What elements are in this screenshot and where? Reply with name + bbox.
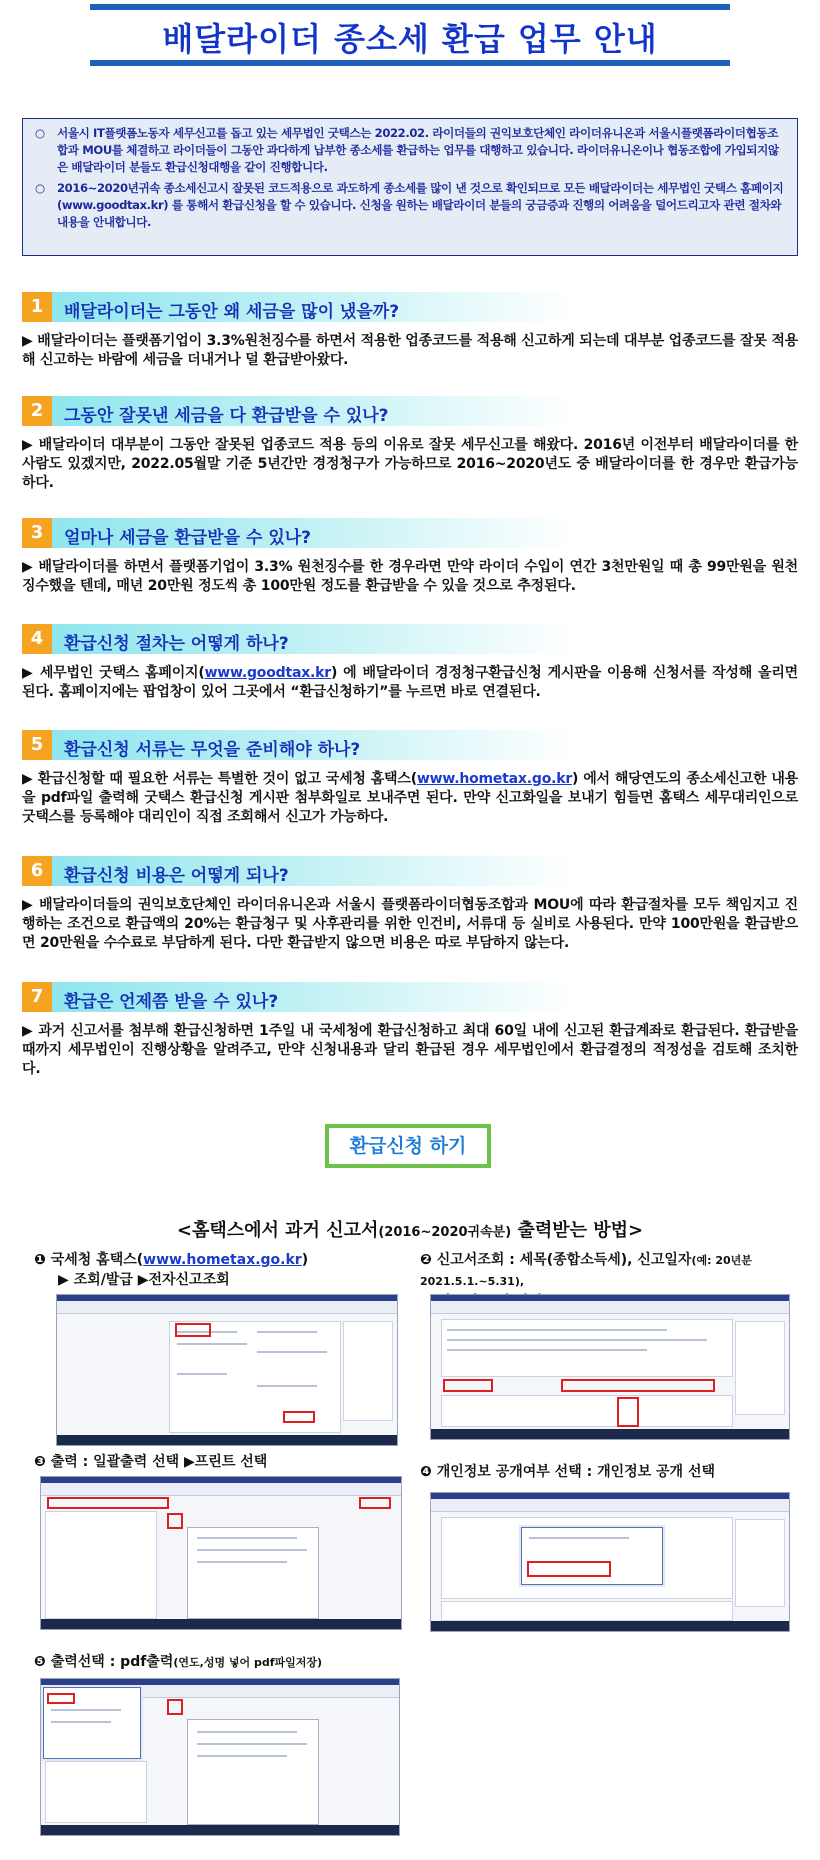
step-3-screenshot xyxy=(40,1476,402,1630)
highlight-box xyxy=(167,1513,183,1529)
faq-section-6 xyxy=(22,856,798,953)
step-3-label xyxy=(34,1452,267,1472)
step-text: ▶ 조회/발급 ▶전자신고조회 xyxy=(58,1272,230,1288)
goodtax-link[interactable]: www.goodtax.kr xyxy=(204,665,331,681)
highlight-box xyxy=(47,1497,169,1509)
step-marker-1-icon: ❶ xyxy=(34,1252,46,1268)
right-quick-menu xyxy=(735,1321,785,1415)
document-list xyxy=(45,1511,157,1619)
section-number-badge: 7 xyxy=(22,982,52,1012)
body-text: ) 에서 해당연도의 종소세신고한 내용을 pdf파일 출력해 굿택스 환급신청 게시판 첨부화일로 보내주면 된다. 만약 신고화일을 보내기 힘들면 홈택스 세무대리인으로 굿택스를 등록해야 대리인이 직접 조회해서 신고가 가능하다. xyxy=(22,771,798,825)
document-line xyxy=(197,1743,307,1745)
document-line xyxy=(197,1561,287,1563)
taskbar xyxy=(57,1435,397,1445)
section-title: 환급은 언제쯤 받을 수 있나? xyxy=(64,992,279,1012)
intro-box xyxy=(22,118,798,256)
dialog-line xyxy=(529,1537,629,1539)
menu-line xyxy=(177,1343,247,1345)
step-marker-2-icon: ❷ xyxy=(420,1252,432,1268)
section-title: 환급신청 서류는 무엇을 준비해야 하나? xyxy=(64,740,361,760)
page-title-block xyxy=(90,4,730,66)
circle-bullet-icon: ○ xyxy=(35,181,45,195)
notice-line xyxy=(447,1329,667,1331)
document-list xyxy=(45,1761,147,1823)
notice-panel xyxy=(441,1319,733,1377)
step-marker-3-icon: ❸ xyxy=(34,1454,46,1470)
taskbar xyxy=(41,1825,399,1835)
step-1-label xyxy=(34,1250,308,1290)
step-5-screenshot xyxy=(40,1678,400,1836)
section-number-badge: 4 xyxy=(22,624,52,654)
highlight-box xyxy=(283,1411,315,1423)
section-heading xyxy=(22,624,798,654)
section-title: 얼마나 세금을 환급받을 수 있나? xyxy=(64,528,312,548)
document-line xyxy=(197,1731,297,1733)
hometax-link[interactable]: www.hometax.go.kr xyxy=(416,771,573,787)
right-quick-menu xyxy=(735,1519,785,1607)
section-number-badge: 5 xyxy=(22,730,52,760)
section-heading xyxy=(22,982,798,1012)
step-text: 신고서조회 : 세목(종합소득세), 신고일자 xyxy=(436,1252,692,1268)
section-number-badge: 6 xyxy=(22,856,52,886)
taskbar xyxy=(431,1621,789,1631)
intro-text: 2016~2020년귀속 종소세신고시 잘못된 코드적용으로 과도하게 종소세를 많이 낸 것으로 확인되므로 모든 배달라이더는 세무법인 굿택스 홈페이지(www.goodtax.kr) 를 통해서 환급신청을 할 수 있습니다. 신청을 원하는 배달라이더 분들의 궁금증과 진행의 어려움을 덜어드리고자 관련 절차와 내용을 안내합니다. xyxy=(57,181,784,229)
viewer-toolbar xyxy=(41,1483,401,1496)
highlight-box xyxy=(359,1497,391,1509)
step-4-label xyxy=(420,1462,715,1482)
section-body: ▶ 배달라이더는 플랫폼기업이 3.3%원천징수를 하면서 적용한 업종코드를 적용해 신고하게 되는데 대부분 업종코드를 잘못 적용해 신고하는 바람에 세금을 더내거나 덜 환급받아왔다. xyxy=(22,333,798,368)
section-body: ▶ 과거 신고서를 첨부해 환급신청하면 1주일 내 국세청에 환급신청하고 최대 60일 내에 신고된 환급계좌로 환급된다. 환급받을 때까지 세무법인이 진행상황을 알려주고, 만약 신청내용과 달리 환급된 경우 세무법인에서 환급결정의 적정성을 검토해 조치한다. xyxy=(22,1023,798,1077)
dialog-line xyxy=(51,1709,121,1711)
section-heading xyxy=(22,856,798,886)
title-top-rule xyxy=(90,4,730,10)
step-1-screenshot xyxy=(56,1294,398,1446)
right-quick-menu xyxy=(343,1321,393,1421)
menu-panel xyxy=(169,1321,341,1433)
site-header xyxy=(431,1301,789,1314)
intro-text: 서울시 IT플랫폼노동자 세무신고를 돕고 있는 세무법인 굿택스는 2022.02. 라이더들의 권익보호단체인 라이더유니온과 서울시플랫폼라이더협동조합과 MOU를 체결하고 라이더들이 그동안 과다하게 납부한 종소세를 환급하는 업무를 대행하고 있습니다. 라이더유니온이나 협동조합에 가입되지않은 배달라이더 분들도 환급신청대행을 같이 진행합니다. xyxy=(57,126,779,174)
intro-item xyxy=(35,125,787,176)
faq-section-1 xyxy=(22,292,798,370)
faq-section-4 xyxy=(22,624,798,702)
section-body xyxy=(22,664,798,702)
menu-line xyxy=(257,1385,317,1387)
highlight-box xyxy=(47,1693,75,1704)
body-text: ▶ 세무법인 굿택스 홈페이지( xyxy=(22,665,205,681)
section-number-badge: 3 xyxy=(22,518,52,548)
title-bottom-rule xyxy=(90,60,730,66)
howto-title-text: <홈택스에서 과거 신고서 xyxy=(176,1220,379,1241)
menu-line xyxy=(257,1351,327,1353)
section-body: ▶ 배달라이더를 하면서 플랫폼기업이 3.3% 원천징수를 한 경우라면 만약 라이더 수입이 연간 3천만원일 때 총 99만원을 원천징수했을 텐데, 매년 20만원 정도씩 총 100만원 정도를 환급받을 수 있을 것으로 추정된다. xyxy=(22,559,798,594)
section-body: ▶ 배달라이더 대부분이 그동안 잘못된 업종코드 적용 등의 이유로 잘못 세무신고를 해왔다. 2016년 이전부터 배달라이더를 한 사람도 있겠지만, 2022.05월말 기준 5년간만 경정청구가 가능하므로 2016~2020년도 중 배달라이더를 한 경우만 환급가능하다. xyxy=(22,437,798,491)
section-title: 환급신청 절차는 어떻게 하나? xyxy=(64,634,289,654)
highlight-box xyxy=(167,1699,183,1715)
result-table xyxy=(441,1395,733,1427)
document-line xyxy=(197,1537,297,1539)
section-title: 그동안 잘못낸 세금을 다 환급받을 수 있나? xyxy=(64,406,389,426)
step-text: 출력 : 일괄출력 선택 ▶프린트 선택 xyxy=(50,1454,268,1470)
highlight-box xyxy=(175,1323,211,1337)
section-heading xyxy=(22,396,798,426)
document-line xyxy=(197,1549,307,1551)
step-text-small: (연도,성명 넣어 pdf파일저장) xyxy=(173,1656,323,1669)
step-marker-5-icon: ❺ xyxy=(34,1654,46,1670)
circle-bullet-icon: ○ xyxy=(35,126,45,140)
step-text: 국세청 홈택스( xyxy=(50,1252,144,1268)
step-2-screenshot xyxy=(430,1294,790,1440)
intro-item xyxy=(35,180,787,231)
step-marker-4-icon: ❹ xyxy=(420,1464,432,1480)
howto-title-text: 출력받는 방법> xyxy=(511,1220,644,1241)
menu-line xyxy=(257,1331,317,1333)
section-heading xyxy=(22,518,798,548)
faq-section-5 xyxy=(22,730,798,827)
section-title: 환급신청 비용은 어떻게 되나? xyxy=(64,866,289,886)
document-line xyxy=(197,1755,287,1757)
section-title: 배달라이더는 그동안 왜 세금을 많이 냈을까? xyxy=(64,302,400,322)
highlight-box xyxy=(561,1379,715,1392)
taskbar xyxy=(431,1429,789,1439)
section-heading xyxy=(22,730,798,760)
hometax-link[interactable]: www.hometax.go.kr xyxy=(143,1252,302,1268)
step-text-small: (예: 20년분 2021.5.1.~5.31), xyxy=(420,1254,752,1288)
step-text: 출력선택 : pdf출력 xyxy=(50,1654,174,1670)
faq-section-2 xyxy=(22,396,798,493)
faq-section-7 xyxy=(22,982,798,1079)
highlight-box xyxy=(527,1561,611,1577)
section-number-badge: 2 xyxy=(22,396,52,426)
highlight-box xyxy=(617,1397,639,1427)
notice-line xyxy=(447,1349,647,1351)
site-header xyxy=(431,1499,789,1512)
result-table xyxy=(441,1601,733,1621)
highlight-box xyxy=(443,1379,493,1392)
notice-line xyxy=(447,1339,707,1341)
faq-section-3 xyxy=(22,518,798,596)
tax-return-preview xyxy=(187,1527,319,1619)
tax-return-preview xyxy=(187,1719,319,1825)
taskbar xyxy=(41,1619,401,1629)
dialog-line xyxy=(51,1721,111,1723)
menu-line xyxy=(177,1373,227,1375)
step-4-screenshot xyxy=(430,1492,790,1632)
apply-refund-button[interactable]: 환급신청 하기 xyxy=(325,1124,491,1168)
page-title: 배달라이더 종소세 환급 업무 안내 xyxy=(162,20,658,58)
body-text: ▶ 환급신청할 때 필요한 서류는 특별한 것이 없고 국세청 홈택스( xyxy=(22,771,417,787)
step-text: ) xyxy=(301,1252,309,1268)
section-heading xyxy=(22,292,798,322)
step-text: 개인정보 공개여부 선택 : 개인정보 공개 선택 xyxy=(436,1464,716,1480)
site-header xyxy=(57,1301,397,1314)
howto-title-period: (2016~2020귀속분) xyxy=(378,1225,512,1240)
section-number-badge: 1 xyxy=(22,292,52,322)
section-body xyxy=(22,770,798,827)
body-text: ) 에 배달라이더 경정청구환급신청 게시판을 이용해 신청서를 작성해 올리면 된다. 홈페이지에는 팝업창이 있어 그곳에서 “환급신청하기”를 누르면 바로 연결된다. xyxy=(22,665,798,700)
section-body: ▶ 배달라이더들의 권익보호단체인 라이더유니온과 서울시 플랫폼라이더협동조합과 MOU에 따라 환급절차를 모두 책임지고 진행하는 조건으로 환급액의 20%는 환급청구 및 사후관리를 위한 인건비, 서류대 등 실비로 사용된다. 만약 100만원을 환급받으면 20만원을 수수료로 부담하게 된다. 다만 환급받지 않으면 비용은 따로 부담하지 않는다. xyxy=(22,897,798,951)
step-5-label xyxy=(34,1652,322,1673)
howto-title xyxy=(0,1216,820,1242)
